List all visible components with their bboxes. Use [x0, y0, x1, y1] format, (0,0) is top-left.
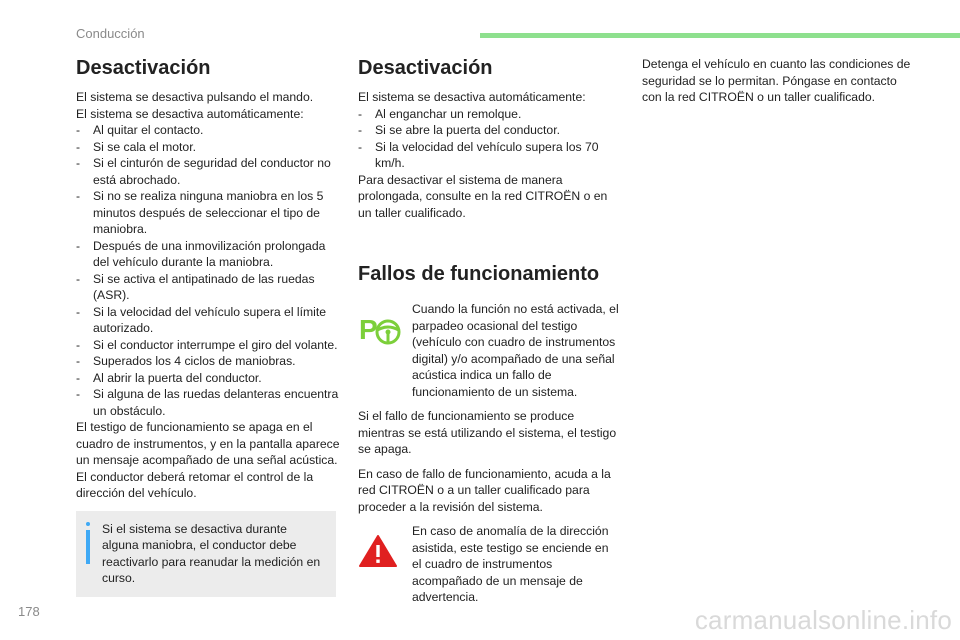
stop-vehicle-paragraph: Detenga el vehículo en cuanto las condiciones de seguridad se lo permitan. Póngase en contacto con la red CITROËN o un taller cualificado. [642, 57, 911, 104]
list-item: - Si alguna de las ruedas delanteras encuentra un obstáculo. [76, 386, 340, 419]
steering-warning-text: En caso de anomalía de la dirección asistida, este testigo se enciende en el cuadro de instrumentos acompañado de un mensaje de advertencia. [412, 524, 609, 604]
section-color-bar [480, 33, 960, 38]
list-item: - Superados los 4 ciclos de maniobras. [76, 353, 340, 370]
park-assist-warning-text: Cuando la función no está activada, el parpadeo ocasional del testigo (vehículo con cuadro de instrumentos digital) y/o acompañado de una señal acústica indica un fallo de funcionamiento de un sistema. [412, 302, 619, 399]
deactivation-list-1 [76, 122, 340, 419]
info-icon [86, 522, 90, 564]
info-box [76, 511, 336, 597]
list-item: - Si no se realiza ninguna maniobra en los 5 minutos después de seleccionar el tipo de maniobra. [76, 188, 340, 238]
outro-paragraph: Para desactivar el sistema de manera prolongada, consulte en la red CITROËN o en un taller cualificado. [358, 172, 608, 220]
outro-paragraph-2: El conductor deberá retomar el control de la dirección del vehículo. [76, 469, 314, 500]
fallos-paragraph-2: En caso de fallo de funcionamiento, acuda a la red CITROËN o a un taller cualificado para proceder a la revisión del sistema. [358, 466, 611, 514]
park-assist-steering-icon [358, 313, 412, 345]
watermark: carmanualsonline.info [694, 605, 952, 635]
list-item: - Al quitar el contacto. [76, 122, 340, 139]
outro-paragraph-1: El testigo de funcionamiento se apaga en el cuadro de instrumentos, y en la pantalla aparece un mensaje acompañado de una señal acústica. [76, 420, 340, 467]
intro-line-2: El sistema se desactiva automáticamente: [76, 106, 304, 121]
park-assist-warning-row [358, 301, 620, 400]
list-item: - Al abrir la puerta del conductor. [76, 370, 340, 387]
list-item: - Al enganchar un remolque. [358, 106, 620, 123]
intro-line-1: El sistema se desactiva pulsando el mando. [76, 90, 314, 104]
warning-triangle-icon [358, 534, 412, 573]
column-middle [358, 56, 620, 606]
heading-fallos: Fallos de funcionamiento [358, 263, 600, 285]
list-item: - Después de una inmovilización prolongada del vehículo durante la maniobra. [76, 238, 340, 271]
deactivation-list-2 [358, 106, 620, 172]
steering-warning-row [358, 523, 620, 606]
svg-text:P: P [359, 314, 378, 345]
heading-desactivacion-2: Desactivación [358, 57, 493, 79]
list-item: - Si la velocidad del vehículo supera el límite autorizado. [76, 304, 340, 337]
list-item: - Si el cinturón de seguridad del conductor no está abrochado. [76, 155, 340, 188]
column-left [76, 56, 340, 597]
heading-desactivacion-1: Desactivación [76, 57, 211, 79]
fallos-paragraph-1: Si el fallo de funcionamiento se produce mientras se está utilizando el sistema, el testigo se apaga. [358, 409, 617, 456]
section-label: Conducción [76, 26, 145, 41]
list-item: - Si se activa el antipatinado de las ruedas (ASR). [76, 271, 340, 304]
page-number: 178 [18, 604, 40, 619]
list-item: - Si el conductor interrumpe el giro del volante. [76, 337, 340, 354]
column-right [642, 56, 912, 106]
intro-line: El sistema se desactiva automáticamente: [358, 90, 586, 104]
list-item: - Si se abre la puerta del conductor. [358, 122, 620, 139]
list-item: - Si la velocidad del vehículo supera los 70 km/h. [358, 139, 620, 172]
info-text: Si el sistema se desactiva durante alguna maniobra, el conductor debe reactivarlo para reanudar la medición en curso. [102, 521, 321, 585]
list-item: - Si se cala el motor. [76, 139, 340, 156]
